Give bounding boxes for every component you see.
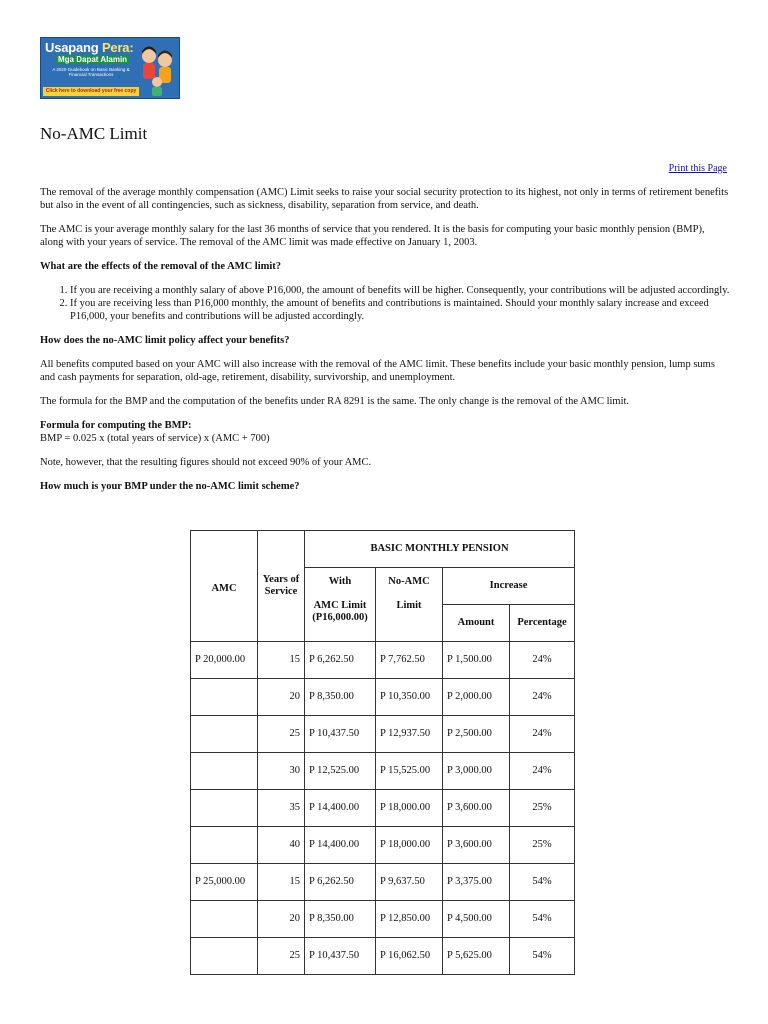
list-item: 1. If you are receiving a monthly salary of above P16,000, the amount of benefits will be higher. Consequently, your contributions will be adjusted accordingly. [70,284,730,297]
cell-noamc: P 16,062.50 [376,938,443,975]
table-row [191,938,575,975]
cell-noamc: P 12,937.50 [376,716,443,753]
header-noamc: No-AMC [388,576,430,587]
formula-text: BMP = 0.025 x (total years of service) x (AMC + 700) [40,433,270,444]
cell-amc [191,901,258,938]
cell-percentage: 25% [510,790,575,827]
table-row [191,716,575,753]
cell-percentage: 54% [510,938,575,975]
cell-noamc: P 18,000.00 [376,790,443,827]
cell-years: 15 [258,642,305,679]
cell-amount: P 3,000.00 [443,753,510,790]
paragraph-benefits: All benefits computed based on your AMC will also increase with the removal of the AMC limit. These benefits include your basic monthly pension, lump sums and cash payments for separation, old-age, retirement, disability, survivorship, and unemployment. [40,359,715,383]
paragraph-formula-note: The formula for the BMP and the computation of the benefits under RA 8291 is the same. The only change is the removal of the AMC limit. [40,396,630,407]
paragraph-cap-note: Note, however, that the resulting figures should not exceed 90% of your AMC. [40,457,372,468]
family-illustration-icon [137,42,177,96]
cell-noamc: P 9,637.50 [376,864,443,901]
header-with-detail: AMC Limit (P16,000.00) [312,600,368,623]
question-effects: What are the effects of the removal of the AMC limit? [40,261,282,272]
cell-amount: P 2,500.00 [443,716,510,753]
cell-amc [191,716,258,753]
banner-title-b: Pera: [101,40,134,55]
cell-with: P 12,525.00 [305,753,376,790]
table-row [191,827,575,864]
cell-years: 25 [258,716,305,753]
banner-download-cta[interactable]: Click here to download your free copy [43,87,139,96]
cell-years: 30 [258,753,305,790]
cell-noamc: P 15,525.00 [376,753,443,790]
cell-amc [191,753,258,790]
cell-noamc: P 18,000.00 [376,827,443,864]
cell-years: 20 [258,679,305,716]
cell-with: P 14,400.00 [305,790,376,827]
cell-years: 35 [258,790,305,827]
table-row [191,901,575,938]
cell-with: P 14,400.00 [305,827,376,864]
cell-percentage: 25% [510,827,575,864]
cell-amount: P 1,500.00 [443,642,510,679]
cell-with: P 6,262.50 [305,642,376,679]
cell-amc [191,790,258,827]
header-amc: AMC [191,531,258,642]
header-with-amc-limit [305,568,376,642]
cell-amc: P 25,000.00 [191,864,258,901]
cell-noamc: P 12,850.00 [376,901,443,938]
header-with: With [328,576,352,587]
header-no-amc-limit [376,568,443,642]
cell-years: 25 [258,938,305,975]
banner-title-a: Usapang [45,40,99,55]
formula-block [40,419,730,445]
cell-years: 40 [258,827,305,864]
cell-amount: P 4,500.00 [443,901,510,938]
header-bmp: BASIC MONTHLY PENSION [305,531,575,568]
cell-years: 15 [258,864,305,901]
table-row [191,679,575,716]
cell-percentage: 24% [510,679,575,716]
header-percentage: Percentage [510,605,575,642]
cell-percentage: 24% [510,753,575,790]
cell-amount: P 3,600.00 [443,790,510,827]
cell-percentage: 24% [510,642,575,679]
cell-amount: P 5,625.00 [443,938,510,975]
table-row [191,642,575,679]
header-increase: Increase [443,568,575,605]
cell-amount: P 3,375.00 [443,864,510,901]
cell-amount: P 3,600.00 [443,827,510,864]
bmp-table [190,530,575,975]
cell-amc [191,938,258,975]
banner-subtitle: Mga Dapat Alamin [55,55,130,64]
cell-percentage: 24% [510,716,575,753]
cell-noamc: P 7,762.50 [376,642,443,679]
paragraph-amc-definition: The AMC is your average monthly salary for the last 36 months of service that you rendered. It is the basis for computing your basic monthly pension (BMP), along with your years of service. The removal of the AMC limit was made effective on January 1, 2003. [40,224,705,248]
banner-description: A 2020 Guidebook on Basic Banking & Financial Transactions [52,67,130,77]
usapang-pera-banner[interactable] [40,37,180,99]
question-bmp: How much is your BMP under the no-AMC limit scheme? [40,481,300,492]
header-years: Years of Service [258,531,305,642]
cell-with: P 10,437.50 [305,716,376,753]
cell-with: P 6,262.50 [305,864,376,901]
cell-amc [191,827,258,864]
table-row [191,864,575,901]
question-benefits: How does the no-AMC limit policy affect your benefits? [40,335,290,346]
cell-percentage: 54% [510,901,575,938]
header-noamc-limit: Limit [396,600,422,611]
cell-years: 20 [258,901,305,938]
cell-with: P 8,350.00 [305,679,376,716]
cell-amc [191,679,258,716]
banner-title [45,40,133,55]
article-body [40,186,730,504]
cell-with: P 10,437.50 [305,938,376,975]
cell-percentage: 54% [510,864,575,901]
table-row [191,753,575,790]
page-title: No-AMC Limit [40,124,148,143]
header-amount: Amount [443,605,510,642]
print-page-link[interactable]: Print this Page [668,163,727,174]
cell-noamc: P 10,350.00 [376,679,443,716]
effects-list [40,284,730,323]
paragraph-intro: The removal of the average monthly compensation (AMC) Limit seeks to raise your social security protection to its highest, not only in terms of retirement benefits but also in the event of all contingencies, such as sickness, disability, separation from service, and death. [40,187,729,211]
cell-amc: P 20,000.00 [191,642,258,679]
cell-amount: P 2,000.00 [443,679,510,716]
formula-label: Formula for computing the BMP: [40,420,192,431]
cell-with: P 8,350.00 [305,901,376,938]
table-row [191,790,575,827]
list-item: 2. If you are receiving less than P16,000 monthly, the amount of benefits and contributions is maintained. Should your monthly salary increase and exceed P16,000, your benefits and contributions will be adjusted accordingly. [70,297,730,323]
